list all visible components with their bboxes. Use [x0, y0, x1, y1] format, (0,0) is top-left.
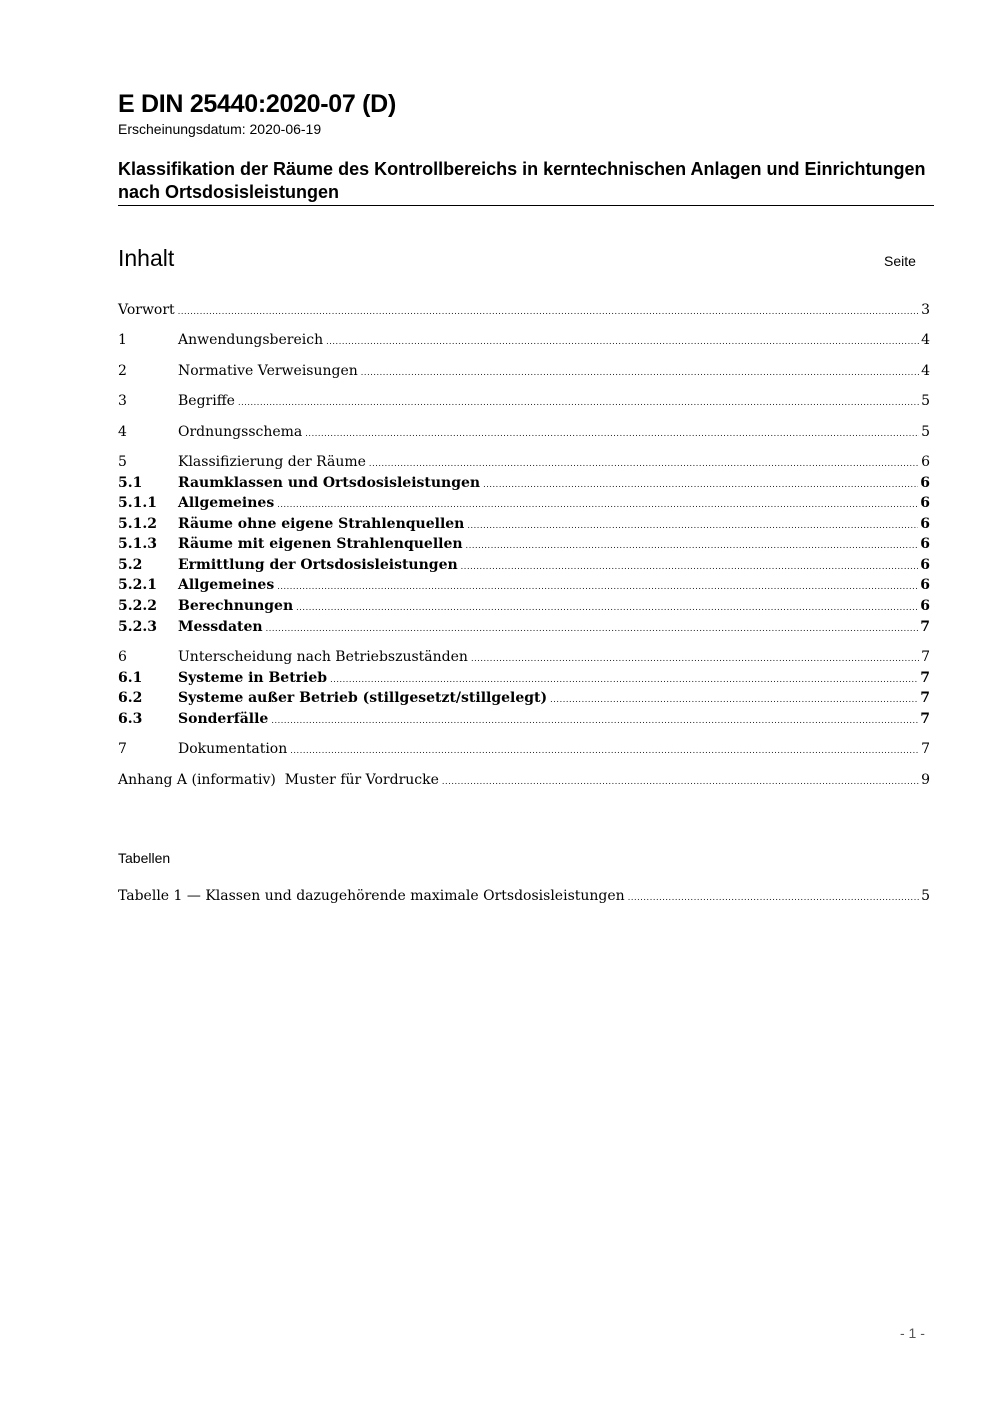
toc-entry-title: Messdaten — [178, 619, 263, 635]
leader-dots — [330, 675, 918, 684]
toc-entry-number: 5.1.2 — [118, 516, 157, 532]
toc-entry-number: 5 — [118, 454, 127, 470]
toc-entry-title: Allgemeines — [178, 577, 275, 593]
toc-entry-page: 6 — [920, 536, 930, 552]
toc-entry-5[interactable] — [118, 454, 930, 474]
toc-entry-6[interactable] — [118, 649, 930, 669]
leader-dots — [461, 562, 919, 571]
leader-dots — [178, 307, 919, 316]
page-column-label: Seite — [884, 253, 916, 269]
leader-dots — [628, 893, 919, 902]
toc-entry-number: 5.2.1 — [118, 577, 157, 593]
leader-dots — [483, 480, 918, 489]
toc-entry-page: 7 — [920, 670, 930, 686]
toc-entry-title: Normative Verweisungen — [178, 363, 358, 379]
toc-entry-number: 5.1 — [118, 475, 143, 491]
toc-entry-page: 6 — [920, 475, 930, 491]
leader-dots — [466, 541, 919, 550]
toc-entry-number: 2 — [118, 363, 127, 379]
toc-entry-title: Unterscheidung nach Betriebszuständen — [178, 649, 468, 665]
document-title: Klassifikation der Räume des Kontrollbereichs in kerntechnischen Anlagen und Einrichtungen nach Ortsdosisleistungen — [118, 159, 926, 202]
leader-dots — [442, 777, 919, 786]
toc-entry-title: Ermittlung der Ortsdosisleistungen — [178, 557, 458, 573]
leader-dots — [471, 654, 919, 663]
toc-entry-3[interactable] — [118, 393, 930, 413]
toc-entry-page: 7 — [921, 741, 930, 757]
leader-dots — [326, 337, 919, 346]
toc-entry-vorwort[interactable] — [118, 302, 930, 322]
leader-dots — [369, 459, 919, 468]
toc-entry-page: 3 — [921, 302, 930, 318]
toc-entry-page: 7 — [921, 649, 930, 665]
toc-entry-page: 6 — [921, 454, 930, 470]
toc-entry-anhang-a[interactable] — [118, 772, 930, 792]
toc-entry-title: Klassifizierung der Räume — [178, 454, 366, 470]
toc-entry-title: Dokumentation — [178, 741, 288, 757]
toc-entry-number: 7 — [118, 741, 127, 757]
toc-entry-5-1-1[interactable] — [118, 495, 930, 515]
toc-entry-2[interactable] — [118, 363, 930, 383]
toc-entry-number: 5.1.3 — [118, 536, 157, 552]
table-entry-page: 5 — [921, 888, 930, 904]
toc-entry-title: Begriffe — [178, 393, 235, 409]
toc-entry-title: Systeme in Betrieb — [178, 670, 328, 686]
toc-entry-1[interactable] — [118, 332, 930, 352]
toc-entry-page: 5 — [921, 424, 930, 440]
toc-entry-page: 5 — [921, 393, 930, 409]
toc-entry-page: 6 — [920, 598, 930, 614]
toc-entry-6-2[interactable] — [118, 690, 930, 710]
leader-dots — [361, 368, 919, 377]
toc-entry-title: Anhang A (informativ) Muster für Vordrucke — [118, 772, 439, 788]
leader-dots — [290, 746, 919, 755]
leader-dots — [266, 624, 919, 633]
toc-entry-number: 6.2 — [118, 690, 143, 706]
toc-entry-page: 9 — [921, 772, 930, 788]
toc-entry-page: 4 — [921, 363, 930, 379]
title-rule — [118, 205, 934, 206]
toc-entry-5-2[interactable] — [118, 557, 930, 577]
table-entry-1[interactable] — [118, 888, 930, 908]
toc-entry-title: Sonderfälle — [178, 711, 269, 727]
toc-entry-number: 5.2.2 — [118, 598, 157, 614]
toc-entry-page: 4 — [921, 332, 930, 348]
page-number: - 1 - — [900, 1325, 925, 1341]
leader-dots — [277, 582, 918, 591]
leader-dots — [271, 716, 918, 725]
toc-entry-number: 5.2 — [118, 557, 143, 573]
toc-entry-number: 6 — [118, 649, 127, 665]
leader-dots — [238, 398, 919, 407]
toc-entry-5-2-2[interactable] — [118, 598, 930, 618]
toc-entry-4[interactable] — [118, 424, 930, 444]
toc-entry-5-1-3[interactable] — [118, 536, 930, 556]
leader-dots — [277, 500, 918, 509]
leader-dots — [550, 695, 918, 704]
toc-entry-title: Raumklassen und Ortsdosisleistungen — [178, 475, 481, 491]
toc-entry-7[interactable] — [118, 741, 930, 761]
toc-entry-page: 7 — [920, 690, 930, 706]
toc-entry-title: Allgemeines — [178, 495, 275, 511]
toc-entry-number: 1 — [118, 332, 127, 348]
toc-entry-title: Ordnungsschema — [178, 424, 303, 440]
leader-dots — [467, 521, 918, 530]
toc-entry-title: Räume mit eigenen Strahlenquellen — [178, 536, 463, 552]
publication-date: Erscheinungsdatum: 2020-06-19 — [118, 121, 322, 137]
toc-entry-page: 6 — [920, 577, 930, 593]
toc-entry-5-2-3[interactable] — [118, 619, 930, 639]
toc-entry-page: 7 — [920, 619, 930, 635]
tables-heading: Tabellen — [118, 850, 171, 866]
toc-entry-number: 6.1 — [118, 670, 143, 686]
toc-entry-page: 6 — [920, 516, 930, 532]
toc-entry-5-1-2[interactable] — [118, 516, 930, 536]
toc-entry-number: 4 — [118, 424, 127, 440]
toc-entry-6-3[interactable] — [118, 711, 930, 731]
leader-dots — [305, 429, 919, 438]
toc-entry-page: 6 — [920, 557, 930, 573]
doc-id: E DIN 25440:2020-07 (D) — [118, 90, 396, 118]
toc-entry-title: Berechnungen — [178, 598, 294, 614]
toc-entry-number: 5.2.3 — [118, 619, 157, 635]
toc-entry-title: Räume ohne eigene Strahlenquellen — [178, 516, 465, 532]
toc-entry-title: Anwendungsbereich — [178, 332, 324, 348]
toc-entry-page: 7 — [920, 711, 930, 727]
toc-entry-6-1[interactable] — [118, 670, 930, 690]
toc-entry-title: Vorwort — [118, 302, 175, 318]
toc-entry-number: 3 — [118, 393, 127, 409]
toc-entry-page: 6 — [920, 495, 930, 511]
toc-heading: Inhalt — [118, 245, 175, 271]
toc-entry-number: 5.1.1 — [118, 495, 157, 511]
toc-entry-title: Systeme außer Betrieb (stillgesetzt/stillgelegt) — [178, 690, 548, 706]
toc-entry-5-2-1[interactable] — [118, 577, 930, 597]
table-entry-title: Tabelle 1 — Klassen und dazugehörende maximale Ortsdosisleistungen — [118, 888, 625, 904]
toc-entry-5-1[interactable] — [118, 475, 930, 495]
leader-dots — [296, 603, 918, 612]
toc-entry-number: 6.3 — [118, 711, 143, 727]
